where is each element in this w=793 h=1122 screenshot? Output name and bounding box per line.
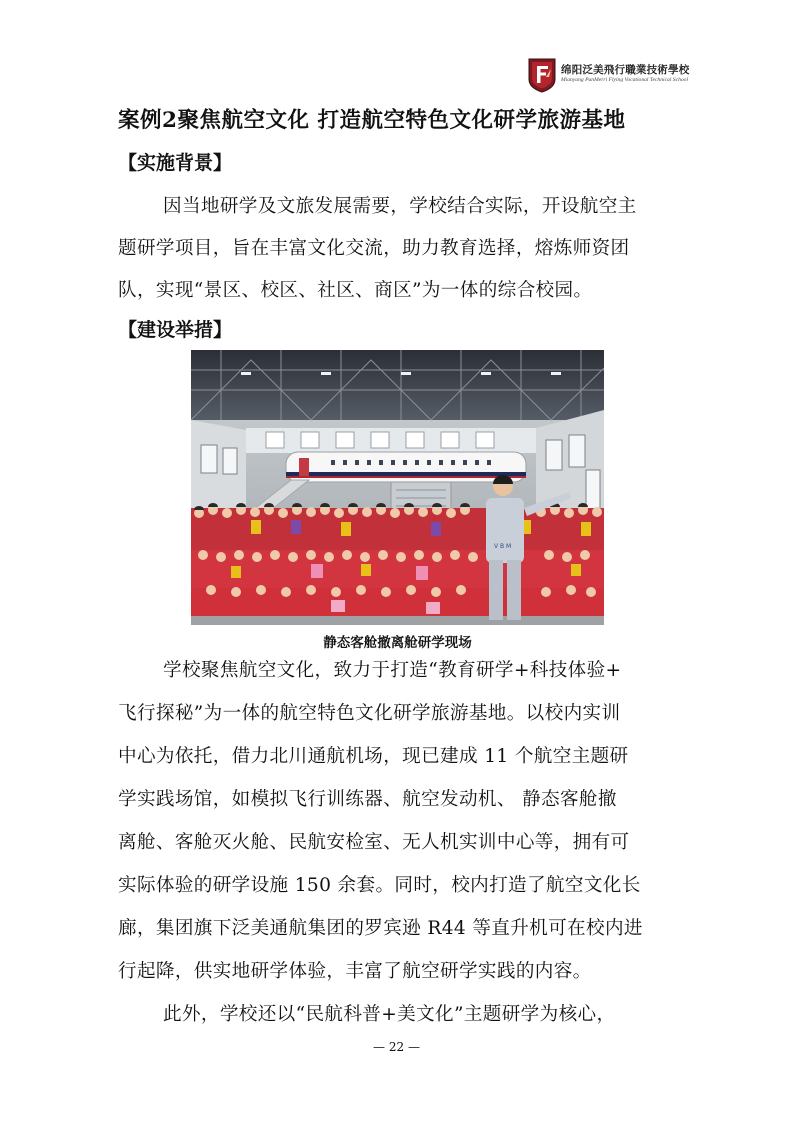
paragraph-line: 学实践场馆，如模拟飞行训练器、航空发动机、 静态客舱撤 (118, 789, 617, 810)
paragraph-line: 此外，学校还以“民航科普+美文化”主题研学为核心， (163, 1004, 616, 1025)
paragraph-line: 离舱、客舱灭火舱、民航安检室、无人机实训中心等，拥有可 (118, 832, 630, 853)
school-logo (527, 57, 697, 97)
svg-text:V B M: V B M (494, 543, 512, 550)
paragraph-line: 廊，集团旗下泛美通航集团的罗宾逊 R44 等直升机可在校内进 (118, 918, 643, 939)
photo-caption: 静态客舱撤离舱研学现场 (323, 635, 472, 651)
paragraph-line: 题研学项目，旨在丰富文化交流，助力教育选择，熔炼师资团 (118, 238, 630, 259)
paragraph-line: 队，实现“景区、校区、社区、商区”为一体的综合校园。 (118, 280, 593, 301)
paragraph-line: 因当地研学及文旅发展需要，学校结合实际，开设航空主 (163, 196, 637, 217)
paragraph-line: 飞行探秘”为一体的航空特色文化研学旅游基地。以校内实训 (118, 703, 621, 724)
hangar-study-photo (191, 350, 604, 625)
paragraph-line: 中心为依托，借力北川通航机场，现已建成 11 个航空主题研 (118, 746, 629, 767)
school-name-english: Mianyang PanMerri Flying Vocational Technical School (561, 77, 689, 83)
paragraph-line: 学校聚焦航空文化，致力于打造“教育研学+科技体验+ (163, 660, 622, 681)
section-heading-background: 【实施背景】 (118, 152, 233, 174)
section-heading-measures: 【建设举措】 (118, 319, 233, 341)
school-name: 绵阳泛美飛行職業技術學校 (561, 64, 690, 76)
case-title: 案例2聚焦航空文化 打造航空特色文化研学旅游基地 (118, 108, 626, 133)
school-emblem-icon (527, 57, 557, 93)
page-number: — 22 — (373, 1040, 420, 1054)
hangar-photo-illustration (191, 350, 604, 625)
paragraph-line: 实际体验的研学设施 150 余套。同时，校内打造了航空文化长 (118, 875, 641, 896)
paragraph-line: 行起降，供实地研学体验，丰富了航空研学实践的内容。 (118, 961, 592, 982)
